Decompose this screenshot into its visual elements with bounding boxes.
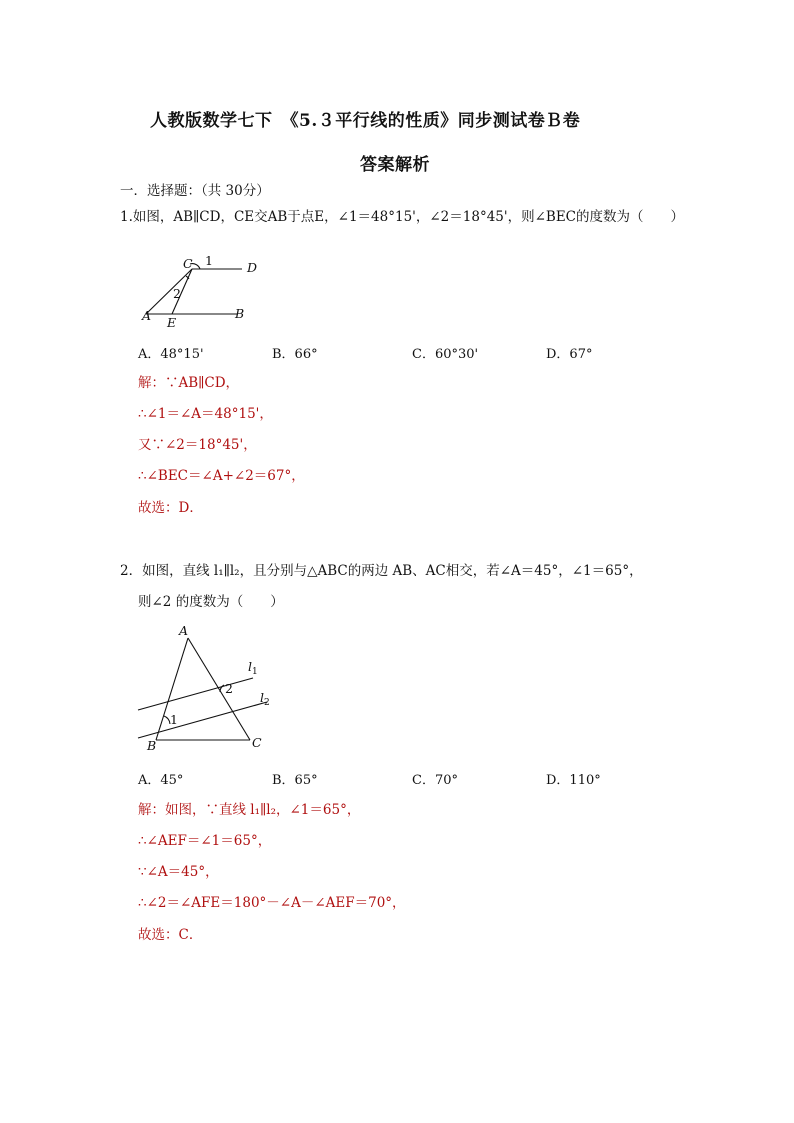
line-l2: [138, 702, 267, 738]
label-l2: l: [260, 690, 264, 705]
q1-solution-line-5: 故选：D．: [138, 500, 203, 516]
q1-option-b: B．66°: [272, 347, 318, 362]
q2-option-c: C．70°: [412, 773, 458, 788]
q2-solution-line-5: 故选：C．: [138, 927, 203, 943]
label-e: E: [167, 315, 177, 330]
label-l2-subscript: 2: [264, 698, 270, 708]
document-title: 人教版数学七下 《5.３平行线的性质》同步测试卷Ｂ卷: [150, 111, 581, 131]
question-1-figure: [130, 248, 270, 333]
q2-solution-line-4: ∴∠2＝∠AFE＝180°－∠A－∠AEF＝70°，: [138, 895, 406, 911]
question-1-stem: 1.如图，AB∥CD，CE交AB于点E，∠1＝48°15'，∠2＝18°45'，则∠BEC的度数为（ ）: [120, 209, 685, 225]
q2-option-b: B．65°: [272, 773, 318, 788]
q1-solution-line-3: 又∵∠2＝18°45'，: [138, 437, 257, 453]
question-2-stem-line-1: 2．如图，直线 l₁∥l₂，且分别与△ABC的两边 AB、AC相交，若∠A＝45°，∠1＝65°，: [120, 563, 643, 579]
q2-option-a: A．45°: [138, 773, 184, 788]
label-angle-2: 2: [173, 286, 181, 301]
label-angle-1: 1: [205, 253, 213, 268]
label-a: A: [179, 623, 189, 638]
q1-option-d: D．67°: [546, 347, 593, 362]
label-d: D: [247, 260, 258, 275]
q2-solution-line-1: 解：如图，∵直线 l₁∥l₂，∠1＝65°，: [138, 802, 361, 818]
label-c: C: [183, 256, 193, 271]
question-2-figure: [130, 620, 280, 755]
q1-option-a: A．48°15': [138, 347, 204, 362]
question-2-stem-line-2: 则∠2 的度数为（ ）: [138, 594, 284, 610]
label-a: A: [142, 308, 152, 323]
line-l1: [138, 678, 253, 710]
label-angle-1: 1: [170, 712, 178, 727]
q2-solution-line-3: ∵∠A＝45°，: [138, 864, 219, 880]
label-l1-subscript: 1: [252, 667, 258, 677]
label-angle-2: 2: [225, 681, 233, 696]
q1-solution-line-4: ∴∠BEC＝∠A+∠2＝67°，: [138, 468, 305, 484]
q1-solution-line-1: 解：∵AB∥CD，: [138, 375, 240, 391]
document-subtitle: 答案解析: [360, 155, 430, 175]
label-c: C: [252, 735, 262, 750]
label-l1: l: [248, 659, 252, 674]
line-ac: [146, 269, 192, 314]
label-b: B: [235, 306, 245, 321]
q1-solution-line-2: ∴∠1＝∠A＝48°15'，: [138, 406, 273, 422]
q1-option-c: C．60°30': [412, 347, 479, 362]
q2-option-d: D．110°: [546, 773, 601, 788]
q2-solution-line-2: ∴∠AEF＝∠1＝65°，: [138, 833, 272, 849]
section-heading: 一．选择题：（共 30分）: [120, 183, 270, 199]
side-ac: [188, 638, 250, 740]
label-b: B: [147, 738, 157, 753]
